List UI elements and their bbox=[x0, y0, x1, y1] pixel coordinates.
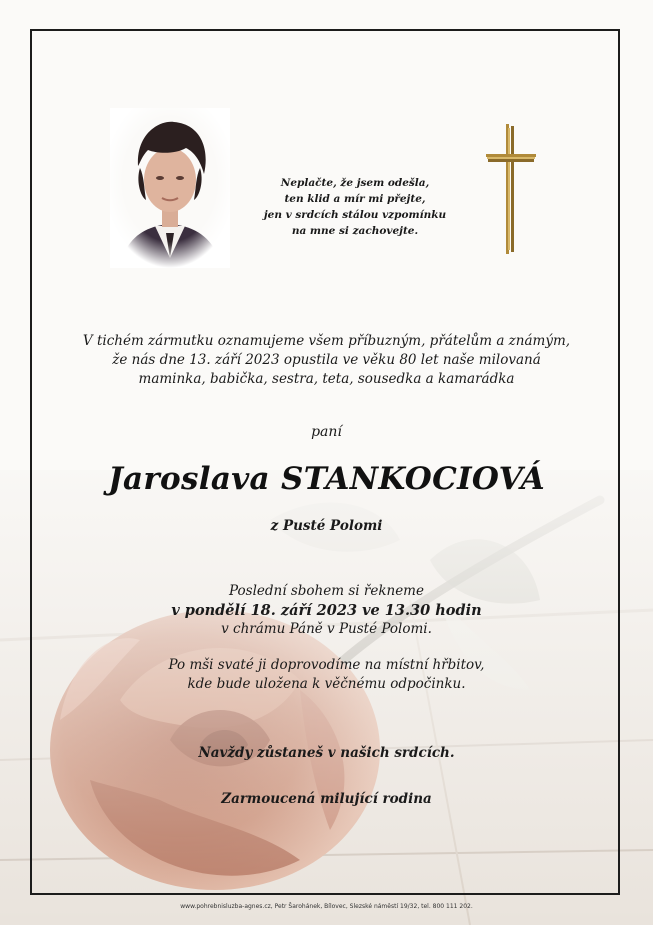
death-announcement bbox=[60, 332, 593, 389]
ceremony-datetime: v pondělí 18. září 2023 ve 13.30 hodin bbox=[171, 602, 482, 619]
deceased-name: Jaroslava STANKOCIOVÁ bbox=[108, 461, 545, 497]
burial-line: Po mši svaté ji doprovodíme na místní hřbitov, bbox=[168, 657, 485, 673]
memorial-poem bbox=[262, 175, 448, 239]
ceremony-intro: Poslední sbohem si řekneme bbox=[229, 583, 424, 599]
ceremony-location: v chrámu Páně v Pusté Polomi. bbox=[221, 621, 432, 637]
poem-line: Neplačte, že jsem odešla, bbox=[280, 177, 430, 189]
poem-line: ten klid a mír mi přejte, bbox=[284, 193, 426, 205]
burial-line: kde bude uložena k věčnému odpočinku. bbox=[187, 676, 466, 692]
burial-info bbox=[60, 656, 593, 694]
funeral-ceremony-info bbox=[60, 582, 593, 639]
poem-line: jen v srdcích stálou vzpomínku bbox=[263, 209, 447, 221]
announcement-line: maminka, babička, sestra, teta, sousedka a kamarádka bbox=[138, 371, 515, 387]
announcement-line: V tichém zármutku oznamujeme všem příbuzným, přátelům a známým, bbox=[82, 333, 571, 349]
announcement-line: že nás dne 13. září 2023 opustila ve věku 80 let naše milovaná bbox=[112, 352, 541, 368]
portrait-photo bbox=[110, 108, 230, 268]
deceased-origin: z Pusté Polomi bbox=[270, 518, 383, 534]
honorific: paní bbox=[311, 424, 342, 440]
remembrance-line: Navždy zůstaneš v našich srdcích. bbox=[198, 745, 455, 761]
poem-line: na mne si zachovejte. bbox=[291, 225, 419, 237]
family-signature: Zarmoucená milující rodina bbox=[221, 791, 432, 807]
funeral-service-footer: www.pohrebnisluzba-agnes.cz, Petr Šarohánek, Bílovec, Slezské náměstí 19/32, tel. 800 111 202. bbox=[180, 903, 473, 910]
cross-icon bbox=[484, 124, 538, 254]
